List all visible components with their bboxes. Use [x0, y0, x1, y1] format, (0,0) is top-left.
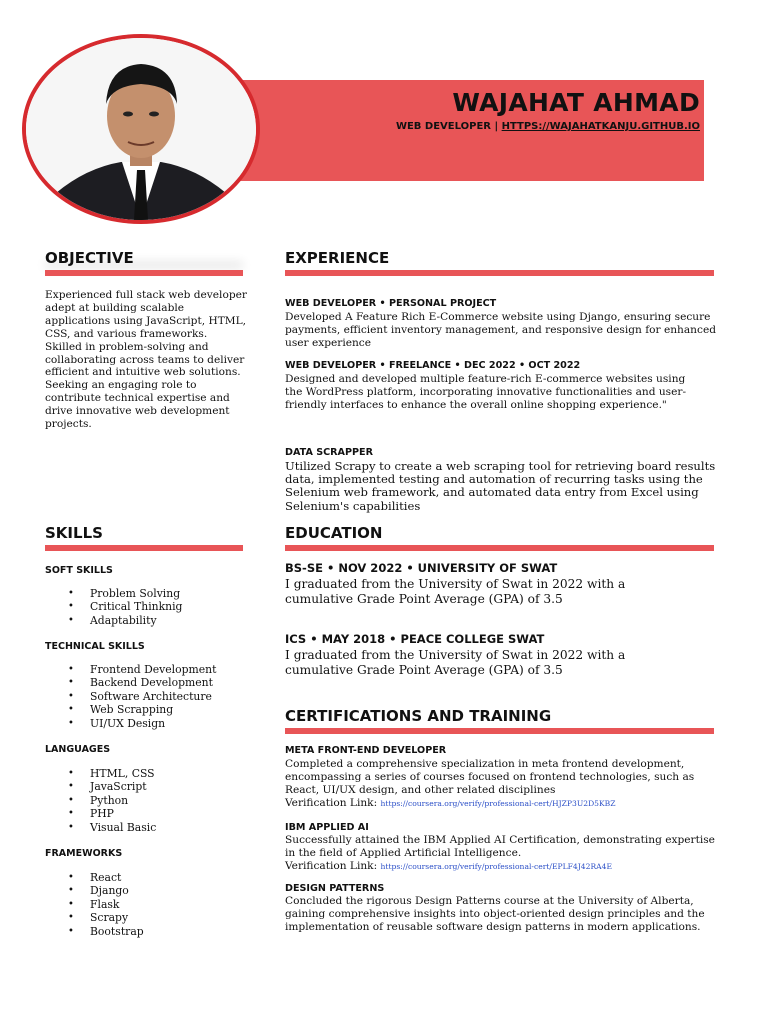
education-text: I graduated from the University of Swat in 2022 with a cumulative Grade Point Average (GPA) of 3.5	[285, 648, 626, 678]
objective-title: OBJECTIVE	[45, 249, 134, 267]
verification-link[interactable]: https://coursera.org/verify/professional-cert/EPLF4J42RA4E	[380, 861, 613, 871]
profile-photo	[22, 34, 260, 224]
skill-item: • Problem Solving	[68, 587, 182, 600]
skill-item: • Adaptability	[68, 614, 182, 627]
header-role: WEB DEVELOPER	[395, 121, 491, 132]
certifications-title: CERTIFICATIONS AND TRAINING	[285, 707, 552, 725]
education-title: EDUCATION	[285, 524, 383, 542]
experience-role: DATA SCRAPPER	[285, 447, 373, 458]
certification-heading: DESIGN PATTERNS	[285, 883, 385, 894]
verification-label: Verification Link:	[285, 859, 381, 872]
website-link[interactable]: HTTPS://WAJAHATKANJU.GITHUB.IO	[501, 121, 700, 132]
experience-title: EXPERIENCE	[285, 249, 390, 267]
experience-role: WEB DEVELOPER • PERSONAL PROJECT	[285, 298, 497, 309]
education-rule	[285, 545, 714, 551]
skills-group-heading: LANGUAGES	[45, 744, 111, 755]
skill-item: • UI/UX Design	[68, 717, 216, 730]
skill-item: • Scrapy	[68, 911, 144, 924]
experience-text: Utilized Scrapy to create a web scraping tool for retrieving board results data, implemented testing and automation of recurring tasks using the Selenium web framework, and automated data entry from Excel using Selenium's capabilities	[285, 459, 716, 513]
skill-item: • PHP	[68, 807, 156, 820]
education-heading: BS-SE • NOV 2022 • UNIVERSITY OF SWAT	[285, 561, 558, 575]
skill-item: • Visual Basic	[68, 821, 156, 834]
experience-role: WEB DEVELOPER • FREELANCE • DEC 2022 • OCT 2022	[285, 360, 581, 371]
languages-list	[68, 767, 156, 834]
certification-text: Concluded the rigorous Design Patterns course at the University of Alberta, gaining comprehensive insights into object-oriented design principles and the implementation of reusable software design patterns in modern applications.	[285, 895, 705, 933]
soft-skills-list	[68, 587, 182, 627]
skills-group-heading: FRAMEWORKS	[45, 848, 123, 859]
skill-item: • HTML, CSS	[68, 767, 156, 780]
candidate-name: WAJAHAT AHMAD	[452, 88, 700, 117]
technical-skills-list	[68, 663, 216, 730]
skills-group-heading: TECHNICAL SKILLS	[45, 641, 145, 652]
skill-item: • Web Scrapping	[68, 703, 216, 716]
education-heading: ICS • MAY 2018 • PEACE COLLEGE SWAT	[285, 632, 545, 646]
skill-item: • JavaScript	[68, 780, 156, 793]
skill-item: • Python	[68, 794, 156, 807]
profile-photo-image	[26, 38, 256, 220]
verification-label: Verification Link:	[285, 796, 381, 809]
certifications-rule	[285, 728, 714, 734]
skill-item: • Backend Development	[68, 676, 216, 689]
certification-description: Completed a comprehensive specialization in meta frontend development, encompassing a series of courses focused on frontend technologies, such as React, UI/UX design, and other related disciplines	[285, 758, 695, 796]
certification-description: Successfully attained the IBM Applied AI Certification, demonstrating expertise in the field of Applied Artificial Intelligence.	[285, 834, 715, 859]
skill-item: • React	[68, 871, 144, 884]
objective-rule	[45, 270, 243, 276]
skills-title: SKILLS	[45, 524, 103, 542]
skills-group-heading: SOFT SKILLS	[45, 565, 113, 576]
skill-item: • Bootstrap	[68, 925, 144, 938]
education-text: I graduated from the University of Swat in 2022 with a cumulative Grade Point Average (GPA) of 3.5	[285, 577, 626, 607]
skill-item: • Django	[68, 884, 144, 897]
skills-rule	[45, 545, 243, 551]
experience-text: Designed and developed multiple feature-rich E-commerce websites using the WordPress platform, incorporating innovative functionalities and user-friendly interfaces to enhance the overall online shopping experience."	[285, 373, 687, 411]
certification-heading: IBM APPLIED AI	[285, 822, 369, 833]
skill-item: • Software Architecture	[68, 690, 216, 703]
frameworks-list	[68, 871, 144, 938]
skill-item: • Flask	[68, 898, 144, 911]
certification-text	[285, 758, 717, 811]
skill-item: • Frontend Development	[68, 663, 216, 676]
objective-text: Experienced full stack web developer adept at building scalable applications using JavaScript, HTML, CSS, and various frameworks. Skilled in problem-solving and collaborating across teams to deliver efficient and intuitive web solutions. Seeking an engaging role to contribute technical expertise and drive innovative web development projects.	[45, 289, 247, 431]
experience-text: Developed A Feature Rich E-Commerce website using Django, ensuring secure payments, efficient inventory management, and responsive design for enhanced user experience	[285, 311, 716, 349]
verification-link[interactable]: https://coursera.org/verify/professional-cert/HJZP3U2D5KBZ	[380, 798, 616, 808]
experience-rule	[285, 270, 714, 276]
certification-text	[285, 834, 717, 874]
header-separator: |	[490, 121, 502, 132]
header-subline	[396, 121, 700, 132]
certification-heading: META FRONT-END DEVELOPER	[285, 745, 447, 756]
skill-item: • Critical Thinknig	[68, 600, 182, 613]
